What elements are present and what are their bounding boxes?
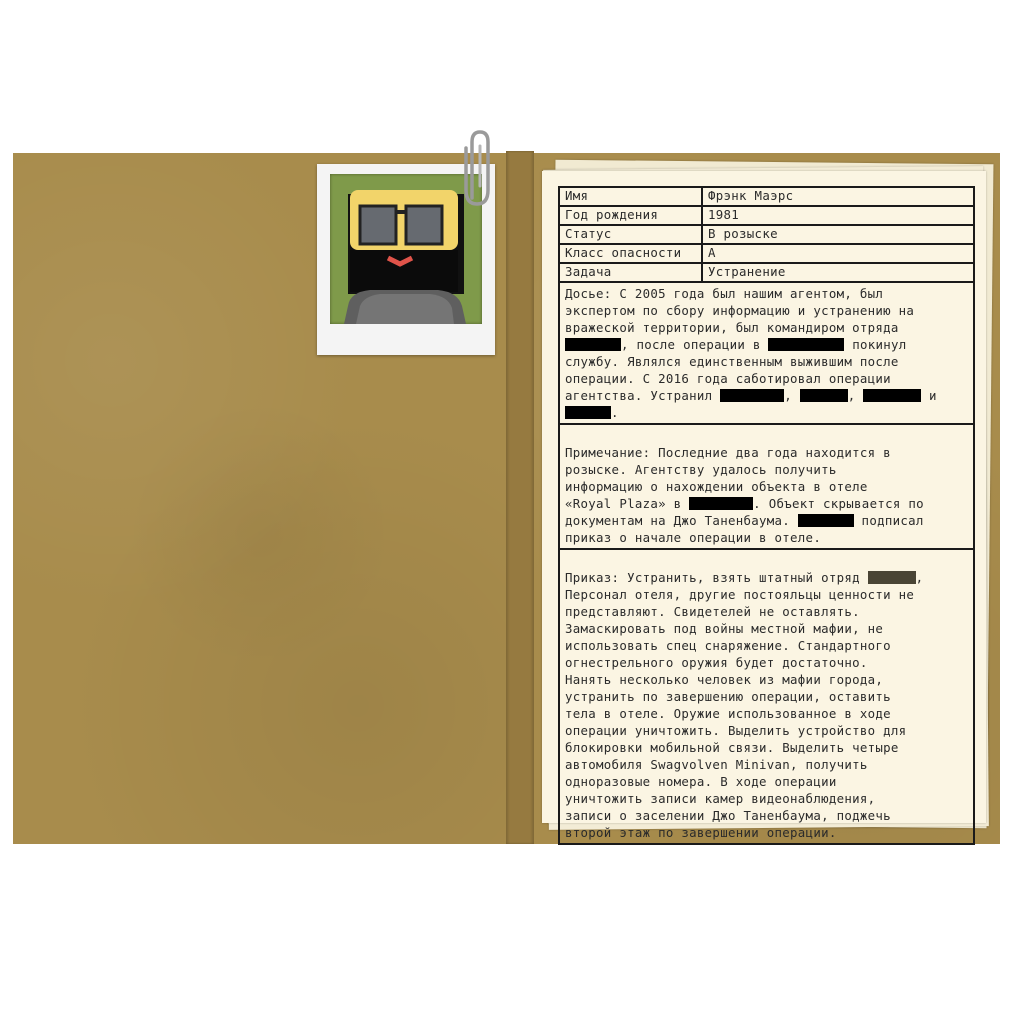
- bio-line: [565, 404, 968, 421]
- spacer: [565, 552, 968, 569]
- note-line: розыске. Агентству удалось получить: [565, 462, 837, 477]
- suspect-portrait: [330, 174, 482, 324]
- order-line: автомобиля Swagvolven Minivan, получить: [565, 757, 868, 772]
- folder-spine: [506, 151, 534, 844]
- order-line: использовать спец снаряжение. Стандартного: [565, 638, 891, 653]
- field-value: Устранение: [708, 264, 786, 279]
- dossier-record: [558, 186, 975, 845]
- order-line: тела в отеле. Оружие использованное в ходе: [565, 706, 891, 721]
- field-value: Фрэнк Маэрс: [708, 188, 794, 203]
- field-value: А: [708, 245, 716, 260]
- order-line: представляют. Свидетелей не оставлять.: [565, 604, 860, 619]
- note-line: Примечание: Последние два года находится в: [565, 445, 891, 460]
- bio-line: службу. Являлся единственным выжившим после: [565, 354, 899, 369]
- order-line: Персонал отеля, другие постояльцы ценности не: [565, 587, 915, 602]
- field-row-danger-class: [560, 245, 973, 264]
- field-label: Имя: [560, 188, 703, 205]
- bio-text: .: [611, 405, 619, 420]
- bio-line: вражеской территории, был командиром отряда: [565, 320, 899, 335]
- field-label: Год рождения: [560, 207, 703, 224]
- bio-text: , после операции в: [621, 337, 761, 352]
- field-row-name: [560, 188, 973, 207]
- field-label: Статус: [560, 226, 703, 243]
- field-value: 1981: [708, 207, 740, 222]
- field-label: Задача: [560, 264, 703, 281]
- field-row-status: [560, 226, 973, 245]
- bio-line: [565, 336, 968, 353]
- bio-line: Досье: С 2005 года был нашим агентом, был: [565, 286, 884, 301]
- bio-text: и: [921, 388, 937, 403]
- order-line: Нанять несколько человек из мафии города,: [565, 672, 884, 687]
- dossier-note: [560, 425, 973, 550]
- field-label: Класс опасности: [560, 245, 703, 262]
- order-line: второй этаж по завершении операции.: [565, 825, 837, 840]
- bio-text: ,: [784, 388, 800, 403]
- note-line: [565, 512, 968, 529]
- order-line: Замаскировать под войны местной мафии, не: [565, 621, 884, 636]
- spacer: [565, 427, 968, 444]
- bio-text: агентства. Устранил: [565, 388, 721, 403]
- redaction-bar: [863, 389, 921, 402]
- bio-line: экспертом по сбору информацию и устранению на: [565, 303, 915, 318]
- order-line: одноразовые номера. В ходе операции: [565, 774, 837, 789]
- note-text: подписал: [853, 513, 924, 528]
- order-line: уничтожить записи камер видеонаблюдения,: [565, 791, 876, 806]
- note-line: приказ о начале операции в отеле.: [565, 530, 822, 545]
- dossier-bio: [560, 283, 973, 425]
- order-line: блокировки мобильной связи. Выделить четыре: [565, 740, 899, 755]
- bio-text: покинул: [844, 337, 907, 352]
- redaction-bar: [798, 514, 854, 527]
- note-text: . Объект скрывается по: [753, 496, 924, 511]
- bio-text: ,: [847, 388, 864, 403]
- redaction-bar: [800, 389, 848, 402]
- order-text: Приказ: Устранить, взять штатный отряд: [565, 570, 868, 585]
- redaction-bar: [689, 497, 753, 510]
- note-text: документам на Джо Таненбаума.: [565, 513, 798, 528]
- redaction-bar: [565, 406, 611, 419]
- redaction-bar: [720, 389, 784, 402]
- dossier-order: [560, 550, 973, 843]
- pixel-portrait-icon: [330, 174, 482, 324]
- redaction-bar: [565, 338, 621, 351]
- order-line: устранить по завершению операции, оставить: [565, 689, 891, 704]
- order-text: ,: [915, 570, 924, 585]
- paperclip-icon: [462, 128, 492, 213]
- field-row-birth-year: [560, 207, 973, 226]
- field-value: В розыске: [708, 226, 778, 241]
- redaction-bar: [768, 338, 844, 351]
- note-line: [565, 495, 968, 512]
- redaction-bar: [868, 571, 916, 584]
- order-line: [565, 569, 968, 586]
- order-line: записи о заселении Джо Таненбаума, поджечь: [565, 808, 891, 823]
- bio-line: [565, 387, 968, 404]
- note-text: «Royal Plaza» в: [565, 496, 690, 511]
- order-line: операции уничтожить. Выделить устройство для: [565, 723, 907, 738]
- bio-line: операции. С 2016 года саботировал операции: [565, 371, 891, 386]
- note-line: информацию о нахождении объекта в отеле: [565, 479, 868, 494]
- order-line: огнестрельного оружия будет достаточно.: [565, 655, 868, 670]
- field-row-task: [560, 264, 973, 283]
